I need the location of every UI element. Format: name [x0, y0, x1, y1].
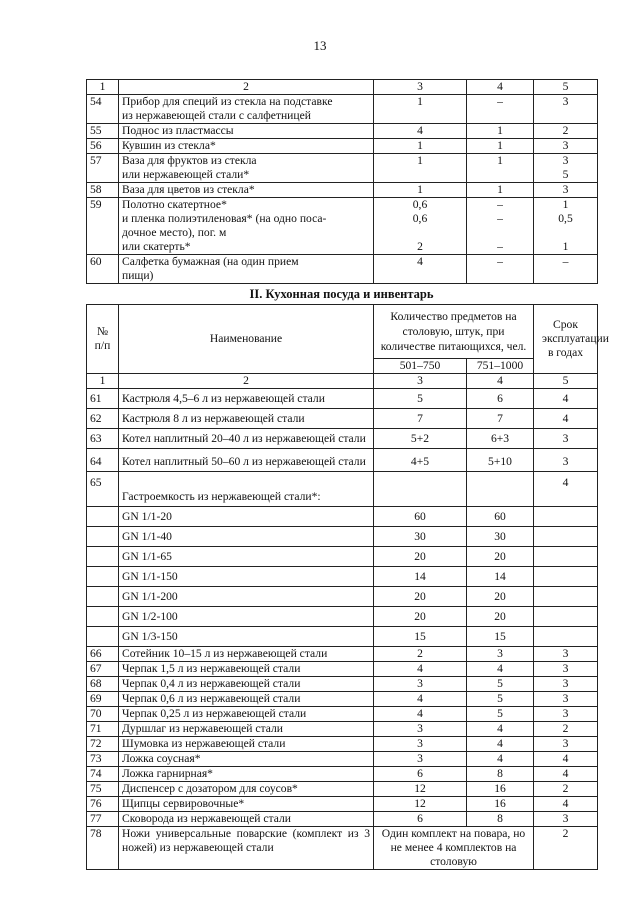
table-header-numbers: [87, 80, 598, 95]
header-col-4: 4: [467, 80, 534, 95]
item-name-line: Кувшин из стекла*: [122, 139, 216, 152]
quantity-col-4: [467, 124, 534, 139]
row-number: 62: [87, 409, 119, 429]
quantity-note: Один комплект на повара, но не менее 4 комплектов на столовую: [374, 827, 534, 870]
table-row: [87, 95, 598, 124]
page-number: 13: [313, 38, 327, 53]
quantity-751-1000: 15: [467, 627, 534, 647]
quantity-751-1000: 4: [467, 722, 534, 737]
row-number: 72: [87, 737, 119, 752]
item-name: Шумовка из нержавеющей стали: [119, 737, 374, 752]
cell-line: [470, 269, 530, 283]
table-row: [87, 722, 598, 737]
quantity-501-750: 4: [374, 692, 467, 707]
table-row: [87, 627, 598, 647]
table-row: [87, 812, 598, 827]
item-name: Ложка гарнирная*: [119, 767, 374, 782]
table-row: [87, 677, 598, 692]
section-title: II. Кухонная посуда и инвентарь: [249, 287, 434, 301]
item-name: [119, 139, 374, 154]
table-row: [87, 124, 598, 139]
quantity-col-3: [374, 124, 467, 139]
quantity-751-1000: 20: [467, 547, 534, 567]
quantity-751-1000: 16: [467, 782, 534, 797]
row-number: 58: [87, 183, 119, 198]
cell-line: –: [497, 95, 503, 108]
cell-line: [377, 226, 463, 240]
service-life: [534, 627, 598, 647]
quantity-751-1000: 20: [467, 587, 534, 607]
table-row: [87, 255, 598, 284]
table-row: [87, 547, 598, 567]
quantity-501-750: 6: [374, 812, 467, 827]
quantity-col-4: [467, 139, 534, 154]
item-name: Кастрюля 4,5–6 л из нержавеющей стали: [119, 389, 374, 409]
service-life: 3: [534, 737, 598, 752]
item-name: GN 1/1-65: [119, 547, 374, 567]
head-quantity: Количество предметов на столовую, штук, при количестве питающихся, чел.: [374, 305, 534, 359]
table-row: [87, 472, 598, 507]
row-number: 78: [87, 827, 119, 870]
quantity-501-750: 3: [374, 722, 467, 737]
cell-line: 4: [417, 255, 423, 268]
row-number: 70: [87, 707, 119, 722]
table-row: [87, 567, 598, 587]
quantity-751-1000: 6+3: [467, 429, 534, 449]
quantity-751-1000: 20: [467, 607, 534, 627]
item-name: Ножи универсальные поварские (комплект из 3 ножей) из нержавеющей стали: [119, 827, 374, 870]
service-life: 4: [534, 389, 598, 409]
cell-line: 2: [417, 240, 423, 253]
item-name-line: Ваза для фруктов из стекла: [122, 154, 257, 167]
quantity-501-750: 20: [374, 607, 467, 627]
item-name: Котел наплитный 20–40 л из нержавеющей стали: [119, 429, 374, 449]
item-name-line: дочное место), пог. м: [122, 226, 227, 239]
quantity-col-4: [467, 198, 534, 255]
service-life: 3: [534, 662, 598, 677]
quantity-501-750: 20: [374, 547, 467, 567]
quantity-751-1000: 6: [467, 389, 534, 409]
quantity-751-1000: 16: [467, 797, 534, 812]
table-header-numbers: [87, 374, 598, 389]
service-life: [534, 587, 598, 607]
row-number: 69: [87, 692, 119, 707]
table-row: [87, 797, 598, 812]
item-name: Сковорода из нержавеющей стали: [119, 812, 374, 827]
quantity-501-750: 4+5: [374, 449, 467, 472]
quantity-751-1000: 5: [467, 692, 534, 707]
cell-line: 1: [497, 183, 503, 196]
service-life: [534, 567, 598, 587]
cell-line: 4: [417, 124, 423, 137]
row-number: 75: [87, 782, 119, 797]
quantity-751-1000: 8: [467, 812, 534, 827]
cell-line: [377, 168, 463, 182]
row-number: 65: [87, 472, 119, 507]
header-col-2: 2: [119, 80, 374, 95]
quantity-col-3: [374, 255, 467, 284]
quantity-751-1000: 14: [467, 567, 534, 587]
item-name: GN 1/2-100: [119, 607, 374, 627]
quantity-751-1000: 7: [467, 409, 534, 429]
quantity-501-750: 7: [374, 409, 467, 429]
quantity-751-1000: 5+10: [467, 449, 534, 472]
quantity-col-3: [374, 95, 467, 124]
row-number: 63: [87, 429, 119, 449]
row-number: 77: [87, 812, 119, 827]
row-number: [87, 607, 119, 627]
service-life: 3: [534, 429, 598, 449]
item-name: Черпак 0,25 л из нержавеющей стали: [119, 707, 374, 722]
service-life: 4: [534, 797, 598, 812]
item-name-line: или нержавеющей стали*: [122, 168, 250, 181]
cell-line: –: [497, 240, 503, 253]
cell-line: 0,6: [412, 212, 428, 225]
row-number: 57: [87, 154, 119, 183]
cell-line: [470, 226, 530, 240]
row-number: 67: [87, 662, 119, 677]
quantity-501-750: 3: [374, 737, 467, 752]
item-name: Черпак 0,4 л из нержавеющей стали: [119, 677, 374, 692]
item-name-line: пищи): [122, 269, 154, 282]
row-number: 60: [87, 255, 119, 284]
cell-line: 1: [417, 139, 423, 152]
row-number: 74: [87, 767, 119, 782]
quantity-col-3: [374, 154, 467, 183]
table-row: [87, 429, 598, 449]
cell-line: 3: [562, 139, 569, 152]
service-life: 3: [534, 677, 598, 692]
table-row: [87, 139, 598, 154]
service-life: [534, 547, 598, 567]
service-life: [534, 183, 598, 198]
header-col-1: 1: [87, 80, 119, 95]
row-number: 66: [87, 647, 119, 662]
service-life: 2: [534, 722, 598, 737]
cell-line: 3: [562, 95, 569, 108]
row-number: [87, 527, 119, 547]
item-name-line: Салфетка бумажная (на один прием: [122, 255, 299, 268]
header-col-5: 5: [534, 374, 598, 389]
cell-line: [377, 109, 463, 123]
quantity-501-750: 30: [374, 527, 467, 547]
cell-line: 1: [497, 124, 503, 137]
item-name: [119, 124, 374, 139]
service-life: [534, 198, 598, 255]
quantity-751-1000: 60: [467, 507, 534, 527]
head-service-life: Срок эксплуатации в годах: [534, 305, 598, 374]
cell-line: –: [562, 255, 569, 268]
item-name: [119, 255, 374, 284]
quantity-501-750: [374, 472, 467, 507]
row-number: 73: [87, 752, 119, 767]
cell-line: [537, 109, 594, 123]
table-row-last: [87, 827, 598, 870]
head-name: Наименование: [119, 305, 374, 374]
cell-line: [470, 109, 530, 123]
item-name: Черпак 0,6 л из нержавеющей стали: [119, 692, 374, 707]
quantity-501-750: 2: [374, 647, 467, 662]
item-name-line: и пленка полиэтиленовая* (на одно поса-: [122, 212, 327, 225]
table-row: [87, 767, 598, 782]
cell-line: 1: [562, 240, 569, 253]
cell-line: 1: [417, 183, 423, 196]
row-number: [87, 627, 119, 647]
item-name: Щипцы сервировочные*: [119, 797, 374, 812]
table-tableware-continued: [86, 79, 598, 284]
item-name: [119, 95, 374, 124]
table-row: [87, 692, 598, 707]
quantity-501-750: 15: [374, 627, 467, 647]
item-name: [119, 198, 374, 255]
item-name: Сотейник 10–15 л из нержавеющей стали: [119, 647, 374, 662]
cell-line: 3: [562, 154, 569, 167]
quantity-751-1000: 3: [467, 647, 534, 662]
cell-line: –: [497, 198, 503, 211]
quantity-501-750: 20: [374, 587, 467, 607]
service-life: 4: [534, 472, 598, 507]
table-row: [87, 527, 598, 547]
item-name-line: Ваза для цветов из стекла*: [122, 183, 255, 196]
table-row: [87, 198, 598, 255]
cell-line: 1: [417, 154, 423, 167]
table-row: [87, 662, 598, 677]
cell-line: 0,6: [412, 198, 428, 211]
table-row: [87, 737, 598, 752]
item-name: GN 1/1-20: [119, 507, 374, 527]
service-life: [534, 507, 598, 527]
table-row: [87, 587, 598, 607]
service-life: [534, 154, 598, 183]
item-name: Черпак 1,5 л из нержавеющей стали: [119, 662, 374, 677]
quantity-751-1000: 4: [467, 662, 534, 677]
table-row: [87, 449, 598, 472]
service-life: 4: [534, 767, 598, 782]
table-row: [87, 707, 598, 722]
item-name-line: или скатерть*: [122, 240, 191, 253]
quantity-501-750: 5+2: [374, 429, 467, 449]
row-number: 61: [87, 389, 119, 409]
quantity-751-1000: 5: [467, 707, 534, 722]
cell-line: [537, 269, 594, 283]
table-row: [87, 154, 598, 183]
quantity-501-750: 6: [374, 767, 467, 782]
quantity-col-4: [467, 95, 534, 124]
service-life: 2: [534, 782, 598, 797]
header-col-3: 3: [374, 374, 467, 389]
item-name: GN 1/1-40: [119, 527, 374, 547]
head-number: № п/п: [87, 305, 119, 374]
row-number: [87, 507, 119, 527]
service-life: [534, 95, 598, 124]
quantity-501-750: 12: [374, 797, 467, 812]
quantity-751-1000: 5: [467, 677, 534, 692]
quantity-col-3: [374, 198, 467, 255]
quantity-501-750: 4: [374, 707, 467, 722]
service-life: [534, 255, 598, 284]
table-head-row: [87, 305, 598, 359]
service-life: [534, 124, 598, 139]
quantity-501-750: 14: [374, 567, 467, 587]
quantity-751-1000: 4: [467, 752, 534, 767]
service-life: 3: [534, 449, 598, 472]
item-name: GN 1/3-150: [119, 627, 374, 647]
table-row: [87, 752, 598, 767]
table-row: [87, 647, 598, 662]
quantity-col-4: [467, 255, 534, 284]
header-col-1: 1: [87, 374, 119, 389]
row-number: 71: [87, 722, 119, 737]
table-kitchen-utensils: [86, 304, 609, 870]
service-life: 3: [534, 707, 598, 722]
cell-line: 1: [562, 198, 569, 211]
table-row: [87, 607, 598, 627]
row-number: 56: [87, 139, 119, 154]
row-number: [87, 547, 119, 567]
item-name: Котел наплитный 50–60 л из нержавеющей стали: [119, 449, 374, 472]
item-name: [119, 154, 374, 183]
cell-line: 0,5: [558, 212, 573, 225]
quantity-501-750: 60: [374, 507, 467, 527]
service-life: [534, 527, 598, 547]
table-row: [87, 389, 598, 409]
item-name: Гастроемкость из нержавеющей стали*:: [119, 472, 374, 507]
row-number: 54: [87, 95, 119, 124]
row-number: 55: [87, 124, 119, 139]
quantity-501-750: 12: [374, 782, 467, 797]
item-name: Диспенсер с дозатором для соусов*: [119, 782, 374, 797]
head-range-501-750: 501–750: [374, 359, 467, 374]
quantity-501-750: 4: [374, 662, 467, 677]
cell-line: 5: [562, 168, 569, 181]
item-name-line: Поднос из пластмассы: [122, 124, 234, 137]
item-name: [119, 183, 374, 198]
cell-line: –: [497, 255, 503, 268]
header-col-3: 3: [374, 80, 467, 95]
quantity-col-4: [467, 154, 534, 183]
service-life: 4: [534, 409, 598, 429]
quantity-501-750: 3: [374, 677, 467, 692]
cell-line: 1: [417, 95, 423, 108]
row-number: 59: [87, 198, 119, 255]
header-col-2: 2: [119, 374, 374, 389]
service-life: 2: [534, 827, 598, 870]
cell-line: 1: [497, 154, 503, 167]
item-name: Кастрюля 8 л из нержавеющей стали: [119, 409, 374, 429]
quantity-751-1000: [467, 472, 534, 507]
cell-line: [377, 269, 463, 283]
item-name-line: Полотно скатертное*: [122, 198, 227, 211]
row-number: [87, 587, 119, 607]
table-row: [87, 507, 598, 527]
head-range-751-1000: 751–1000: [467, 359, 534, 374]
service-life: [534, 607, 598, 627]
header-col-4: 4: [467, 374, 534, 389]
service-life: 3: [534, 812, 598, 827]
quantity-751-1000: 30: [467, 527, 534, 547]
row-number: 64: [87, 449, 119, 472]
service-life: 3: [534, 647, 598, 662]
item-name-line: Прибор для специй из стекла на подставке: [122, 95, 333, 108]
item-name: GN 1/1-150: [119, 567, 374, 587]
quantity-501-750: 5: [374, 389, 467, 409]
row-number: 76: [87, 797, 119, 812]
item-name-line: из нержавеющей стали с салфетницей: [122, 109, 311, 122]
row-number: 68: [87, 677, 119, 692]
service-life: 3: [534, 692, 598, 707]
quantity-col-3: [374, 183, 467, 198]
quantity-501-750: 3: [374, 752, 467, 767]
service-life: [534, 139, 598, 154]
cell-line: 3: [562, 183, 569, 196]
table-row: [87, 183, 598, 198]
table-row: [87, 782, 598, 797]
header-col-5: 5: [534, 80, 598, 95]
quantity-col-4: [467, 183, 534, 198]
table-row: [87, 409, 598, 429]
service-life: 4: [534, 752, 598, 767]
item-name: Дуршлаг из нержавеющей стали: [119, 722, 374, 737]
cell-line: 2: [562, 124, 569, 137]
cell-line: 1: [497, 139, 503, 152]
cell-line: [537, 226, 594, 240]
item-name: Ложка соусная*: [119, 752, 374, 767]
quantity-751-1000: 4: [467, 737, 534, 752]
quantity-col-3: [374, 139, 467, 154]
item-name: GN 1/1-200: [119, 587, 374, 607]
cell-line: [470, 168, 530, 182]
cell-line: –: [497, 212, 503, 225]
quantity-751-1000: 8: [467, 767, 534, 782]
row-number: [87, 567, 119, 587]
